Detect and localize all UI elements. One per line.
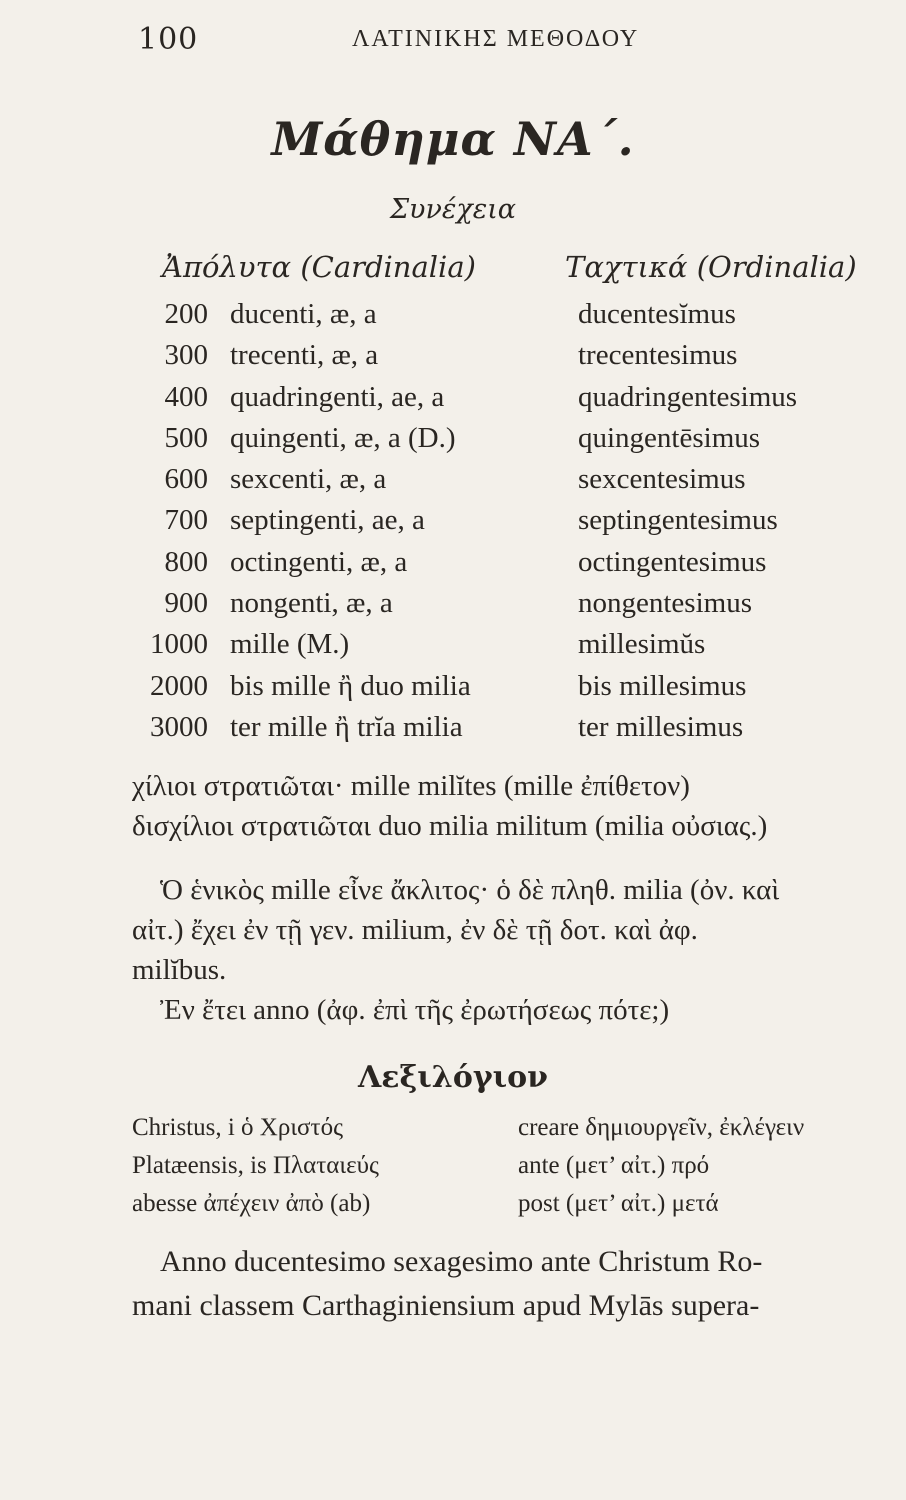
numeral-table bbox=[0, 298, 906, 752]
numeral-value: 900 bbox=[164, 587, 208, 620]
lexicon-row bbox=[0, 1152, 906, 1190]
ordinal-form: ter millesimus bbox=[578, 710, 744, 743]
ordinal-form: millesimŭs bbox=[578, 628, 706, 661]
lexicon-entry: Christus, i ὁ Χριστός bbox=[132, 1114, 343, 1141]
numeral-row bbox=[0, 587, 906, 628]
page-number: 100 bbox=[138, 22, 199, 57]
example-sentences bbox=[132, 766, 902, 846]
numeral-value: 500 bbox=[164, 421, 208, 454]
grammar-note-line: Ἐν ἔτει anno (ἀφ. ἐπὶ τῆς ἐρωτήσεως πότε;) bbox=[160, 994, 670, 1026]
ordinal-column-header: Ταχτικά (Ordinalia) bbox=[565, 250, 857, 284]
ordinal-form: quadringentesimus bbox=[578, 380, 798, 413]
cardinal-column-header: Ἀπόλυτα (Cardinalia) bbox=[162, 250, 476, 284]
cardinal-form: trecenti, æ, a bbox=[230, 339, 379, 372]
ordinal-form: ducentesĭmus bbox=[578, 298, 736, 330]
ordinal-form: bis millesimus bbox=[578, 669, 747, 702]
passage-line: Anno ducentesimo sexagesimo ante Christum Ro- bbox=[160, 1245, 763, 1278]
numeral-value: 400 bbox=[164, 380, 208, 413]
cardinal-form: mille (M.) bbox=[230, 628, 350, 661]
grammar-note-line: milĭbus. bbox=[132, 954, 227, 986]
cardinal-form: quingenti, æ, a (D.) bbox=[230, 421, 456, 454]
lexicon-entry: abesse ἀπέχειν ἀπὸ (ab) bbox=[132, 1190, 371, 1217]
lexicon-list bbox=[0, 1114, 906, 1228]
lexicon-row bbox=[0, 1190, 906, 1228]
numeral-value: 300 bbox=[164, 339, 208, 372]
lexicon-title: Λεξιλόγιον bbox=[358, 1060, 548, 1095]
grammar-notes bbox=[132, 870, 902, 1030]
numeral-row bbox=[0, 339, 906, 380]
lexicon-entry: ante (μετ’ αἰτ.) πρό bbox=[518, 1152, 710, 1179]
ordinal-form: quingentēsimus bbox=[578, 421, 761, 454]
ordinal-form: nongentesimus bbox=[578, 587, 752, 620]
example-line: δισχίλιοι στρατιῶται duo milia militum (milia οὐσιας.) bbox=[132, 810, 768, 842]
cardinal-form: nongenti, æ, a bbox=[230, 587, 393, 620]
cardinal-form: sexcenti, æ, a bbox=[230, 463, 387, 496]
ordinal-form: sexcentesimus bbox=[578, 463, 746, 496]
grammar-note-line: Ὁ ἑνικὸς mille εἶνε ἄκλιτος· ὁ δὲ πληθ. milia (ὀν. καὶ bbox=[160, 874, 780, 906]
lexicon-entry: Platæensis, is Πλαταιεύς bbox=[132, 1152, 379, 1179]
numeral-row bbox=[0, 504, 906, 545]
numeral-row bbox=[0, 422, 906, 463]
ordinal-form: trecentesimus bbox=[578, 339, 738, 372]
ordinal-form: septingentesimus bbox=[578, 504, 778, 537]
page-header bbox=[0, 22, 906, 62]
numeral-row bbox=[0, 381, 906, 422]
numeral-row bbox=[0, 711, 906, 752]
lexicon-entry: creare δημιουργεῖν, ἐκλέγειν bbox=[518, 1114, 805, 1141]
lexicon-entry: post (μετ’ αἰτ.) μετά bbox=[518, 1190, 719, 1217]
numeral-row bbox=[0, 298, 906, 339]
lesson-title: Μάθημα ΝΑ΄. bbox=[271, 112, 635, 166]
numeral-value: 600 bbox=[164, 463, 208, 496]
lesson-subtitle: Συνέχεια bbox=[389, 194, 517, 225]
numeral-value: 200 bbox=[164, 298, 208, 330]
cardinal-form: bis mille ἢ duo milia bbox=[230, 669, 471, 702]
cardinal-form: septingenti, ae, a bbox=[230, 504, 425, 537]
numeral-value: 1000 bbox=[150, 628, 208, 661]
passage-line: mani classem Carthaginiensium apud Mylās supera- bbox=[132, 1289, 760, 1322]
numeral-row bbox=[0, 463, 906, 504]
running-title: ΛΑΤΙΝΙΚΗΣ ΜΕΘΟΔΟΥ bbox=[352, 26, 640, 52]
numeral-value: 700 bbox=[164, 504, 208, 537]
numeral-value: 3000 bbox=[150, 710, 208, 743]
numeral-row bbox=[0, 546, 906, 587]
cardinal-form: quadringenti, ae, a bbox=[230, 380, 445, 413]
lexicon-row bbox=[0, 1114, 906, 1152]
cardinal-form: ducenti, æ, a bbox=[230, 298, 377, 330]
ordinal-form: octingentesimus bbox=[578, 545, 767, 578]
cardinal-form: ter mille ἢ trĭa milia bbox=[230, 710, 463, 743]
example-line: χίλιοι στρατιῶται· mille milĭtes (mille ἐπίθετον) bbox=[132, 770, 690, 802]
numeral-row bbox=[0, 628, 906, 669]
grammar-note-line: αἰτ.) ἔχει ἐν τῇ γεν. milium, ἐν δὲ τῇ δοτ. καὶ ἀφ. bbox=[132, 914, 698, 946]
numeral-column-headers bbox=[0, 250, 906, 290]
numeral-value: 800 bbox=[164, 545, 208, 578]
cardinal-form: octingenti, æ, a bbox=[230, 545, 408, 578]
numeral-value: 2000 bbox=[150, 669, 208, 702]
numeral-row bbox=[0, 670, 906, 711]
reading-passage bbox=[132, 1240, 894, 1328]
